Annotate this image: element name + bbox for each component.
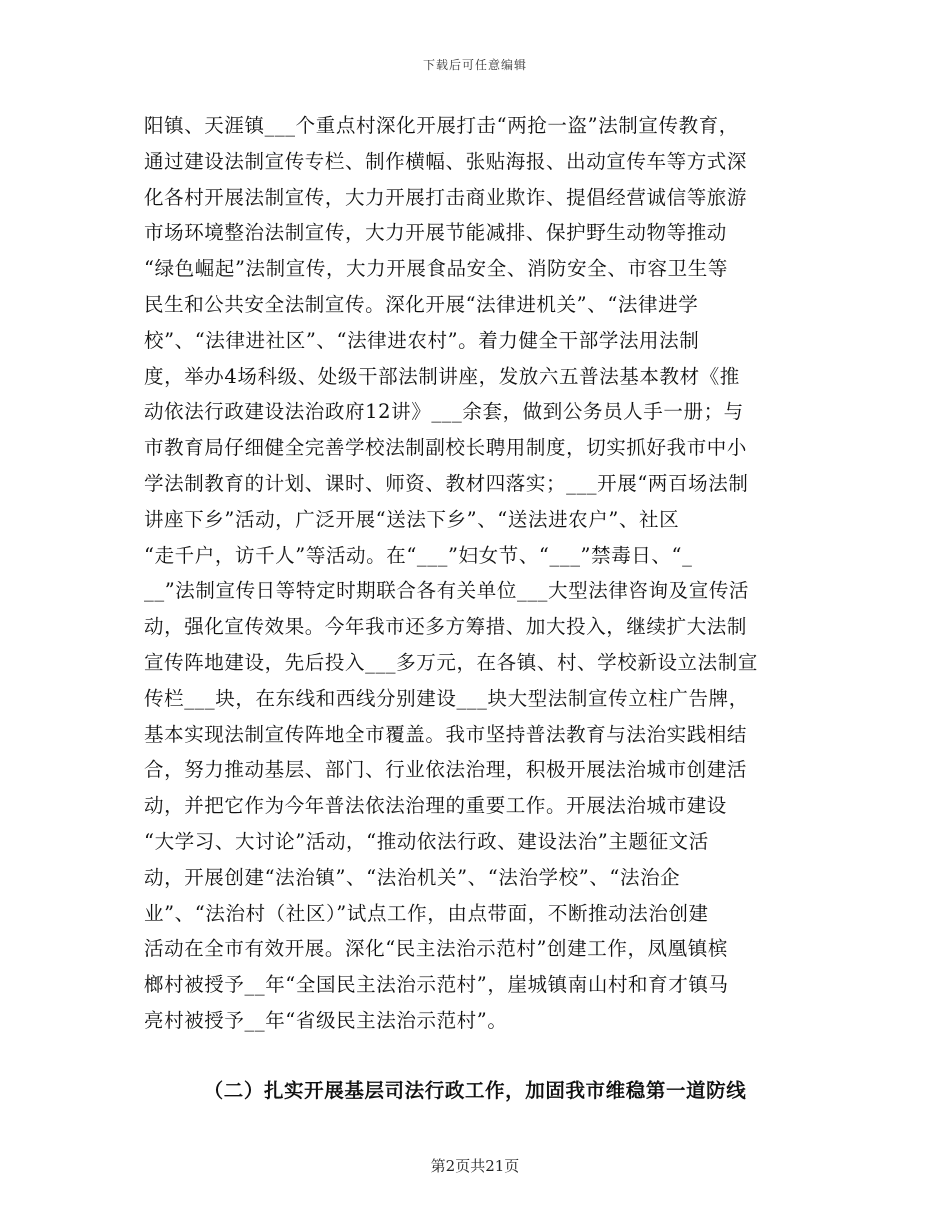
text-line: 亮村被授予__年“省级民主法治示范村”。 [144,1008,508,1032]
body-paragraph [144,108,814,1039]
text-line: 市场环境整治法制宣传，大力开展节能减排、保护野生动物等推动 [144,221,727,245]
text-line: 讲座下乡”活动，广泛开展“送法下乡”、“送法进农户”、社区 [144,507,680,531]
text-line: 民生和公共安全法制宣传。深化开展“法律进机关”、“法律进学 [144,292,699,316]
text-line: 市教育局仔细健全完善学校法制副校长聘用制度，切实抓好我市中小 [144,436,748,460]
text-line: 宣传阵地建设，先后投入___多万元，在各镇、村、学校新设立法制宣 [144,650,758,674]
page-header: 下载后可任意编辑 [422,58,527,72]
text-line: 基本实现法制宣传阵地全市覆盖。我市坚持普法教育与法治实践相结 [144,722,748,746]
text-line: 动，并把它作为今年普法依法治理的重要工作。开展法治城市建设 [144,794,727,818]
text-line: 度，举办4场科级、处级干部法制讲座，发放六五普法基本教材《推 [144,364,740,388]
text-line: __”法制宣传日等特定时期联合各有关单位___大型法律咨询及宣传活 [144,579,750,603]
text-line: 动，开展创建“法治镇”、“法治机关”、“法治学校”、“法治企 [144,865,681,889]
text-line: 活动在全市有效开展。深化“民主法治示范村”创建工作，凤凰镇槟 [144,937,728,961]
text-line: “绿色崛起”法制宣传，大力开展食品安全、消防安全、市容卫生等 [144,257,728,281]
text-line: 化各村开展法制宣传，大力开展打击商业欺诈、提倡经营诚信等旅游 [144,185,748,209]
text-line: 榔村被授予__年“全国民主法治示范村”，崖城镇南山村和育才镇马 [144,973,729,997]
text-line: 业”、“法治村（社区）”试点工作，由点带面，不断推动法治创建 [144,901,709,925]
text-line: 校”、“法律进社区”、“法律进农村”。着力健全干部学法用法制 [144,328,700,352]
text-line: 合，努力推动基层、部门、行业依法治理，积极开展法治城市创建活 [144,758,748,782]
text-line: 通过建设法制宣传专栏、制作横幅、张贴海报、出动宣传车等方式深 [144,149,748,173]
text-line: 阳镇、天涯镇___个重点村深化开展打击“两抢一盗”法制宣传教育， [144,114,739,137]
text-line: 传栏___块，在东线和西线分别建设___块大型法制宣传立柱广告牌， [144,686,749,710]
page-number: 第2页共21页 [430,1157,520,1175]
text-line: 动，强化宣传效果。今年我市还多方筹措、加大投入，继续扩大法制 [144,615,748,639]
text-line: “走千户，访千人”等活动。在“___”妇女节、“___”禁毒日、“_ [144,543,693,567]
section-heading: （二）扎实开展基层司法行政工作，加固我市维稳第一道防线 [203,1079,747,1102]
text-line: “大学习、大讨论”活动，“推动依法行政、建设法治”主题征文活 [144,829,709,853]
text-line: 学法制教育的计划、课时、师资、教材四落实；___开展“两百场法制 [144,471,749,495]
text-line: 动依法行政建设法治政府12讲》___余套，做到公务员人手一册；与 [144,400,744,424]
